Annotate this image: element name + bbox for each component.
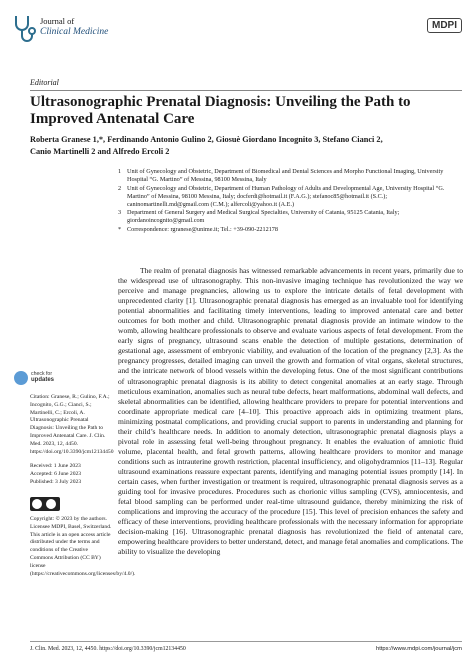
affiliations: [118, 168, 463, 234]
footer-divider: [30, 641, 462, 642]
affiliation-item: [118, 185, 463, 209]
affiliation-item: [118, 226, 463, 234]
affiliation-text: Department of General Surgery and Medical Surgical Specialties, University of Catania, 95125 Catania, Italy; giordanoincognito@gmail.com: [127, 209, 400, 224]
affiliation-text: Unit of Gynecology and Obstetric, Department of Human Pathology of Adults and Developmental Age, University Hospital “G. Martino” of Messina, 98100 Messina, Italy; docferdi@hotmail.it (F.A.G.); stefanoc85@hotmail.it (S.C.); caninomartinelli.md@gmail.com (C.M.); alfercoli@yahoo.it (A.E.): [127, 184, 445, 208]
header-divider: [30, 90, 462, 91]
correspondence-text[interactable]: Correspondence: rgranese@unime.it; Tel.: +39-090-2212178: [127, 225, 278, 233]
copyright-notice: Copyright: © 2023 by the authors. Licensee MDPI, Basel, Switzerland. This article is an open access article distributed under the terms and conditions of the Creative Commons Attribution (CC BY) license (https://creativecommons.org/licenses/by/4.0/).: [30, 516, 136, 577]
journal-logo: [10, 14, 36, 44]
affiliation-item: [118, 168, 463, 184]
stethoscope-icon: [10, 14, 36, 44]
publisher-logo: MDPI: [427, 18, 462, 33]
article-title: Ultrasonographic Prenatal Diagnosis: Unveiling the Path to Improved Antenatal Care: [30, 94, 411, 127]
affiliation-text: Unit of Gynecology and Obstetric, Department of Biomedical and Dental Sciences and Morpho Functional Imaging, University Hospital “G. Martino” of Messina, 98100 Messina, Italy: [127, 168, 444, 183]
article-category: Editorial: [30, 78, 59, 87]
body-paragraph: The realm of prenatal diagnosis has witnessed remarkable advancements in recent years, primarily due to the widespread use of ultrasonography. This non-invasive imaging technique has revolutionized the way we perceive and manage pregnancies, allowing us to explore the intricate details of fetal development with unprecedented clarity [1]. Ultrasonographic prenatal diagnosis has emerged as an invaluable tool for identifying potential abnormalities and facilitating timely interventions, leading to improved antenatal care and better outcomes for both mother and child. Ultrasonographic prenatal diagnosis provide an intimate window to the womb, allowing healthcare professionals to observe and evaluate various aspects of fetal development. From the early signs of pregnancy, ultrasound scans enable the detection of multiple gestations, determination of gestational age, assessment of embryonic viability, and evaluation of the location of the pregnancy [2,3]. As the pregnancy progresses, detailed imaging can unveil the growth and formation of vital organs, skeletal structures, and the intricate network of blood vessels within the developing fetus. One of the most significant contributions of ultrasonographic prenatal diagnosis is its ability to detect congenital anomalies at an early stage. Through meticulous examination, anomalies such as neural tube defects, heart malformations, abdominal wall defects, and skeletal abnormalities can be identified, allowing healthcare providers to prepare for potential interventions and coordinate appropriate medical care [4–10]. This proactive approach aids in optimizing treatment plans, minimizing postnatal complications, and providing crucial support to parents in understanding and planning for their child’s healthcare needs. In addition to anomaly detection, ultrasonographic prenatal diagnosis plays a pivotal role in assessing fetal well-being throughout pregnancy. It enables the evaluation of amniotic fluid volume, placental health, and fetal growth patterns, allowing healthcare providers to monitor and manage conditions such as intrauterine growth restriction, placental insufficiency, and oligohydramnios [11–13]. Regular ultrasound examinations reassure expectant parents, identifying and managing potential issues promptly [14]. In certain cases, when further investigation or treatment is required, ultrasonographic prenatal diagnosis serves as a guiding tool for invasive procedures. Procedures such as chorionic villus sampling (CVS), amniocentesis, and fetal blood sampling can be performed under real-time ultrasound guidance, thereby minimizing the risk of complications and improving the accuracy of the procedure [15]. This level of precision enhances the safety and efficacy of these interventions, providing healthcare professionals with the necessary information for appropriate decision-making [16]. Ultrasonographic prenatal diagnosis has revolutionized the field of antenatal care, empowering healthcare providers to better understand, detect, and manage fetal anomalies and complications. The ability to visualize the developing: [118, 266, 463, 557]
citation-block: Citation: Granese, R.; Gulino, F.A.; Incognito, G.G.; Cianci, S.; Martinelli, C.; Ercoli, A. Ultrasonographic Prenatal Diagnosis: Unveiling the Path to Improved Antenatal Care. J. Clin. Med. 2023, 12, 4450. https://doi.org/10.3390/jcm12134450: [30, 394, 114, 455]
article-body: [118, 266, 463, 557]
affiliation-number: *: [118, 225, 122, 233]
affiliation-number: 2: [118, 184, 122, 192]
authors-line-2[interactable]: Canio Martinelli 2 and Alfredo Ercoli 2: [30, 146, 170, 156]
check-for-updates-line2[interactable]: updates: [31, 377, 55, 383]
check-for-updates-icon[interactable]: [14, 371, 28, 385]
footer-journal-url[interactable]: https://www.mdpi.com/journal/jcm: [375, 646, 462, 652]
author-list: [30, 134, 460, 157]
affiliation-number: 1: [118, 168, 122, 175]
journal-name-prefix: Journal of: [40, 16, 75, 26]
published-date: Published: 3 July 2023: [30, 478, 82, 485]
accepted-date: Accepted: 6 June 2023: [30, 470, 82, 477]
journal-name: Clinical Medicine: [40, 27, 109, 37]
publication-dates: [30, 463, 112, 486]
cc-by-license-icon[interactable]: [30, 497, 60, 511]
check-for-updates-line1[interactable]: check for: [31, 371, 53, 377]
footer-citation[interactable]: J. Clin. Med. 2023, 12, 4450. https://doi.org/10.3390/jcm12134450: [30, 646, 186, 652]
affiliation-item: [118, 209, 463, 225]
received-date: Received: 1 June 2023: [30, 463, 81, 469]
affiliation-number: 3: [118, 209, 122, 216]
authors-line-1[interactable]: Roberta Granese 1,*, Ferdinando Antonio Gulino 2, Giosuè Giordano Incognito 3, Stefano Cianci 2,: [30, 135, 383, 144]
